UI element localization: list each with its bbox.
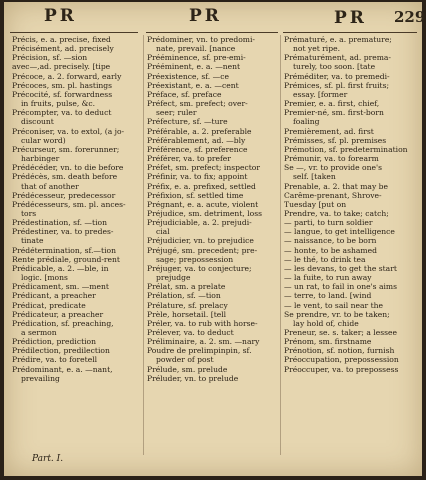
dictionary-entry: — honte, to be ashamed [284, 245, 377, 255]
dictionary-entry: Prémisses, sf. pl. premises [284, 135, 387, 145]
dictionary-entry: Prélation, sf. —tion [147, 291, 221, 301]
column-divider-2 [280, 35, 281, 455]
header-middle: PR [189, 6, 222, 26]
dictionary-entry: Prématurément, ad. prema- [284, 53, 391, 63]
dictionary-entry: lay hold of, chide [293, 318, 359, 328]
dictionary-entry: Préfinir, va. to fix; appoint [147, 172, 248, 182]
dictionary-page [4, 2, 426, 476]
dictionary-entry: Précompter, va. to deduct [12, 108, 112, 118]
dictionary-entry: Préfect, sm. prefect; over- [147, 99, 248, 109]
dictionary-entry: Prénom, sm. firstname [284, 337, 372, 347]
column-left [12, 35, 144, 475]
dictionary-entry: Prédécéder, vn. to die before [12, 163, 124, 173]
dictionary-entry: seer; ruler [156, 108, 197, 118]
dictionary-entry: Prédilection, predilection [12, 346, 110, 356]
dictionary-entry: Préméditer, va. to premedi- [284, 71, 390, 81]
dictionary-entry: Premier-né, sm. first-born [284, 108, 384, 118]
dictionary-entry: powder of post [156, 355, 214, 365]
dictionary-entry: turely, too soon. [tate [293, 62, 376, 72]
dictionary-entry: Préexistant, e. a. —cent [147, 80, 239, 90]
dictionary-entry: — naissance, to be born [284, 236, 377, 246]
dictionary-entry: Préfix, e. a. prefixed, settled [147, 181, 256, 191]
dictionary-entry: Préjuger, va. to conjecture; [147, 263, 252, 273]
header-rule-middle [146, 32, 278, 33]
dictionary-entry: Prédestination, sf. —tion [12, 218, 107, 228]
dictionary-entry: Prédestiner, va. to predes- [12, 227, 114, 237]
column-right [284, 35, 418, 475]
dictionary-entry: Prénotion, sf. notion, furnish [284, 346, 395, 356]
dictionary-entry: Prédicable, a. 2. —ble, in [12, 263, 109, 273]
dictionary-entry: — parti, to turn soldier [284, 218, 373, 228]
dictionary-entry: harbinger [21, 154, 60, 164]
dictionary-entry: tinate [21, 236, 44, 246]
dictionary-entry: Préjugé, sm. precedent; pre- [147, 245, 258, 255]
dictionary-entry: Prééminent, e. a. —nent [147, 62, 241, 72]
dictionary-entry: Prémices, sf. pl. first fruits; [284, 80, 390, 90]
dictionary-entry: Tuesday [put on [284, 199, 347, 209]
dictionary-entry: Prélude, sm. prelude [147, 364, 228, 374]
dictionary-entry: that of another [21, 181, 79, 191]
dictionary-entry: Poudre de prelimpinpin, sf. [147, 346, 252, 356]
dictionary-entry: Se —, vr. to provide one's [284, 163, 382, 173]
dictionary-entry: sage; prepossession [156, 254, 234, 264]
dictionary-entry: Rente prédiale, ground-rent [12, 254, 120, 264]
dictionary-entry: cial [156, 227, 170, 237]
dictionary-entry: Précoces, sm. pl. hastings [12, 80, 113, 90]
column-middle [147, 35, 279, 475]
dictionary-entry: Préler, va. to rub with horse- [147, 318, 258, 328]
dictionary-entry: Préliminaire, a. 2. sm. —nary [147, 337, 260, 347]
dictionary-entry: prejudge [156, 273, 191, 283]
dictionary-entry: Préférer, va. to prefer [147, 154, 231, 164]
dictionary-entry: logic. [mons [21, 273, 68, 283]
header-right: PR [334, 8, 367, 28]
dictionary-entry: Précis, e. a. precise, fixed [12, 35, 111, 44]
dictionary-entry: — langue, to get intelligence [284, 227, 395, 237]
dictionary-entry: Préfixion, sf. settled time [147, 190, 244, 200]
dictionary-entry: Prédécesseur, predecessor [12, 190, 116, 200]
dictionary-entry: Préfet, sm. prefect; inspector [147, 163, 260, 173]
dictionary-entry: Précisément, ad. precisely [12, 44, 114, 54]
dictionary-entry: Préjudice, sm. detriment, loss [147, 208, 262, 218]
dictionary-entry: — les devans, to get the start [284, 263, 397, 273]
header-left: PR [44, 6, 77, 26]
dictionary-entry: — terre, to land. [wind [284, 291, 372, 301]
dictionary-entry: Se prendre, vr. to be taken; [284, 309, 390, 319]
dictionary-entry: Prélever, va. to deduct [147, 328, 234, 337]
dictionary-entry: Preneur, se. s. taker; a lessee [284, 328, 397, 337]
dictionary-entry: Prédicateur, a preacher [12, 309, 104, 319]
dictionary-entry: Préconiser, va. to extol, (a jo- [12, 126, 125, 136]
dictionary-entry: Carême-prenant, Shrove- [284, 190, 382, 200]
dictionary-entry: Précision, sf. —sion [12, 53, 88, 63]
dictionary-entry: nate, prevail. [nance [156, 44, 236, 54]
dictionary-entry: Précurseur, sm. forerunner; [12, 144, 120, 154]
dictionary-entry: self. [taken [293, 172, 336, 182]
dictionary-entry: Précocité, sf. forwardness [12, 89, 113, 99]
header-rule-right [283, 32, 417, 33]
dictionary-entry: Prélat, sm. a prelate [147, 282, 226, 292]
dictionary-entry: — le thé, to drink tea [284, 254, 366, 264]
dictionary-entry: Préjudicier, vn. to prejudice [147, 236, 254, 246]
dictionary-entry: Préférence, sf. preference [147, 144, 248, 154]
dictionary-entry: essay. [former [293, 89, 348, 99]
dictionary-entry: Prédicament, sm. —ment [12, 282, 109, 292]
signature-mark: Part. I. [32, 454, 64, 464]
dictionary-entry: Préluder, vn. to prelude [147, 373, 239, 383]
dictionary-entry: cular word) [21, 135, 66, 145]
page-number: 229 [394, 8, 426, 26]
dictionary-entry: in fruits, pulse, &c. [21, 99, 96, 109]
dictionary-entry: Prédécès, sm. death before [12, 172, 118, 182]
dictionary-entry: — la fuite, to run away [284, 273, 372, 283]
dictionary-entry: Premier, e. a. first, chief, [284, 99, 380, 109]
dictionary-entry: Préface, sf. preface [147, 89, 222, 99]
dictionary-entry: Prédire, va. to foretell [12, 355, 98, 365]
dictionary-entry: — le vent, to sail near the [284, 300, 384, 310]
dictionary-entry: Préférablement, ad. —bly [147, 135, 246, 145]
dictionary-entry: Prééminence, sf. pre-emi- [147, 53, 246, 63]
dictionary-entry: Prédicant, a preacher [12, 291, 96, 301]
dictionary-entry: Prédétermination, sf.—tion [12, 245, 116, 255]
dictionary-entry: foaling [293, 117, 320, 127]
dictionary-entry: Préfecture, sf. —ture [147, 117, 228, 127]
dictionary-entry: Prédominant, e. a. —nant, [12, 364, 113, 374]
dictionary-entry: Préexistence, sf. —ce [147, 71, 229, 81]
running-header [4, 6, 426, 32]
dictionary-entry: Préférable, a. 2. preferable [147, 126, 252, 136]
dictionary-entry: tors [21, 208, 37, 218]
dictionary-entry: Premièrement, ad. first [284, 126, 374, 136]
dictionary-entry: Prèle, horsetail. [tell [147, 309, 227, 319]
dictionary-entry: Précoce, a. 2. forward, early [12, 71, 122, 81]
dictionary-entry: Préoccuper, va. to prepossess [284, 364, 399, 374]
dictionary-entry: a sermon [21, 328, 57, 337]
dictionary-entry: Prenable, a. 2. that may be [284, 181, 388, 191]
dictionary-entry: Prendre, va. to take; catch; [284, 208, 389, 218]
dictionary-entry: Prédication, sf. preaching, [12, 318, 114, 328]
header-rule-left [10, 32, 138, 33]
dictionary-entry: discount [21, 117, 54, 127]
dictionary-entry: avec—,ad. precisely. [tipe [12, 62, 111, 72]
dictionary-entry: not yet ripe. [293, 44, 341, 54]
dictionary-entry: prevailing [21, 373, 60, 383]
dictionary-entry: Prédominer, vn. to predomi- [147, 35, 255, 44]
dictionary-entry: — un rat, to fail in one's aims [284, 282, 398, 292]
dictionary-entry: Prémotion, sf. predetermination [284, 144, 408, 154]
dictionary-entry: Prédécesseurs, sm. pl. ances- [12, 199, 126, 209]
dictionary-entry: Préjudiciable, a. 2. prejudi- [147, 218, 252, 228]
dictionary-entry: Prélature, sf. prelacy [147, 300, 228, 310]
dictionary-entry: Prédicat, predicate [12, 300, 86, 310]
dictionary-entry: Prématuré, e. a. premature; [284, 35, 392, 44]
dictionary-entry: Prémunir, va. to forearm [284, 154, 379, 164]
dictionary-entry: Préoccupation, prepossession [284, 355, 399, 365]
dictionary-entry: Prégnant, e. a. acute, violent [147, 199, 259, 209]
dictionary-entry: Prédiction, prediction [12, 337, 97, 347]
